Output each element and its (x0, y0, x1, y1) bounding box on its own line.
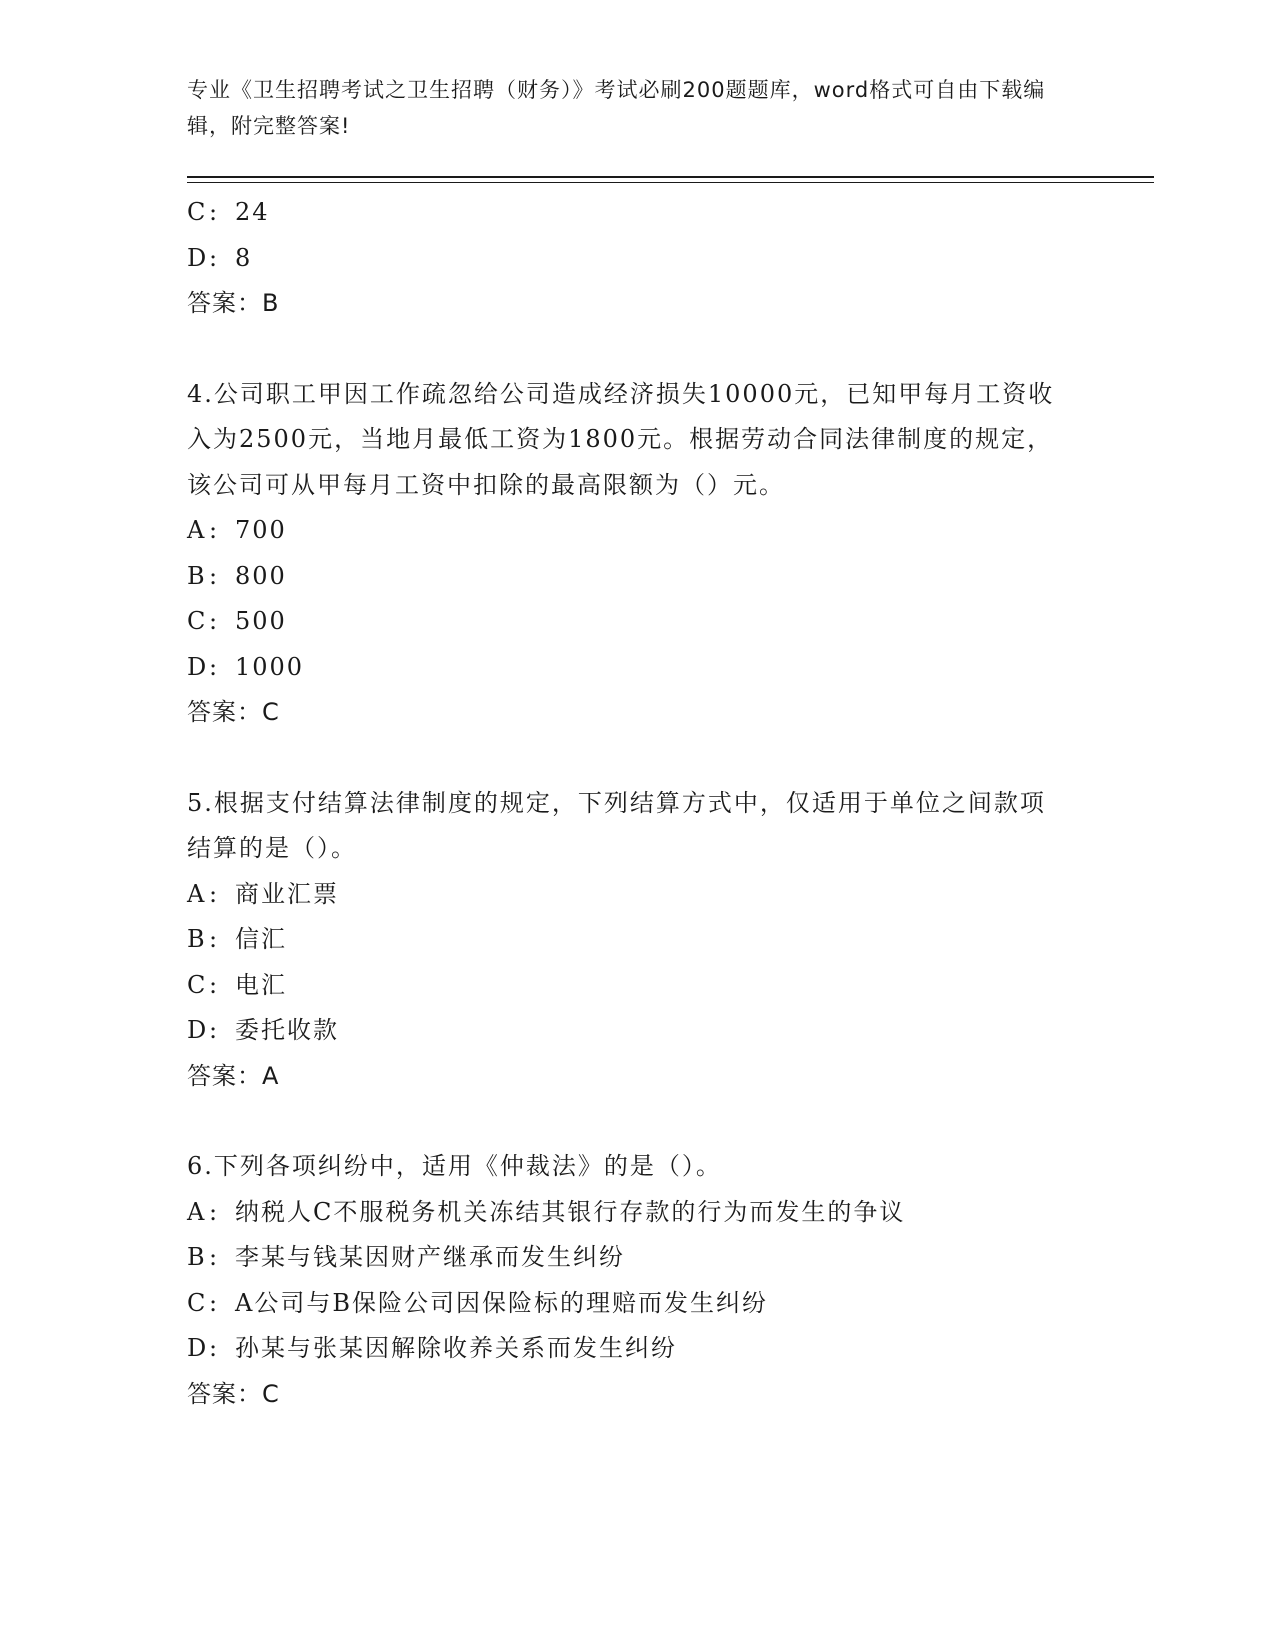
option-a: A : 700 (187, 516, 287, 544)
question-list (187, 190, 1067, 1417)
option-d: D: 委托收款 (187, 1016, 339, 1044)
option-c: C: 24 (187, 198, 270, 226)
option-a: A : 商业汇票 (187, 879, 339, 908)
option-d: D: 1000 (187, 652, 305, 681)
question-stem: 5.根据支付结算法律制度的规定，下列结算方式中，仅适用于单位之间款项结算的是（）。 (187, 788, 1046, 862)
answer-line: 答案：B (187, 289, 280, 317)
question-stem: 4.公司职工甲因工作疏忽给公司造成经济损失10000元，已知甲每月工资收入为2500元，当地月最低工资为1800元。根据劳动合同法律制度的规定，该公司可从甲每月工资中扣除的最高限额为（）元。 (187, 379, 1055, 499)
option-c: C: 电汇 (187, 970, 287, 999)
question-stem: 6.下列各项纠纷中，适用《仲裁法》的是（）。 (187, 1152, 722, 1180)
option-b: B: 信汇 (187, 925, 287, 953)
option-c: C: 500 (187, 607, 287, 635)
header-divider-thin (187, 182, 1154, 183)
document-header: 专业《卫生招聘考试之卫生招聘（财务）》考试必刷200题题库，word格式可自由下载编辑，附完整答案! (187, 78, 1046, 138)
option-d: D: 8 (187, 243, 253, 272)
answer-line: 答案：C (187, 698, 280, 726)
answer-line: 答案：C (187, 1379, 280, 1408)
answer-line: 答案：A (187, 1061, 280, 1090)
header-divider-thick (187, 176, 1154, 178)
option-a: A : 纳税人C不服税务机关冻结其银行存款的行为而发生的争议 (187, 1197, 906, 1226)
option-b: B: 李某与钱某因财产继承而发生纠纷 (187, 1243, 625, 1271)
option-d: D: 孙某与张某因解除收养关系而发生纠纷 (187, 1334, 677, 1362)
option-b: B: 800 (187, 561, 287, 590)
option-c: C: A公司与B保险公司因保险标的理赔而发生纠纷 (187, 1288, 768, 1317)
